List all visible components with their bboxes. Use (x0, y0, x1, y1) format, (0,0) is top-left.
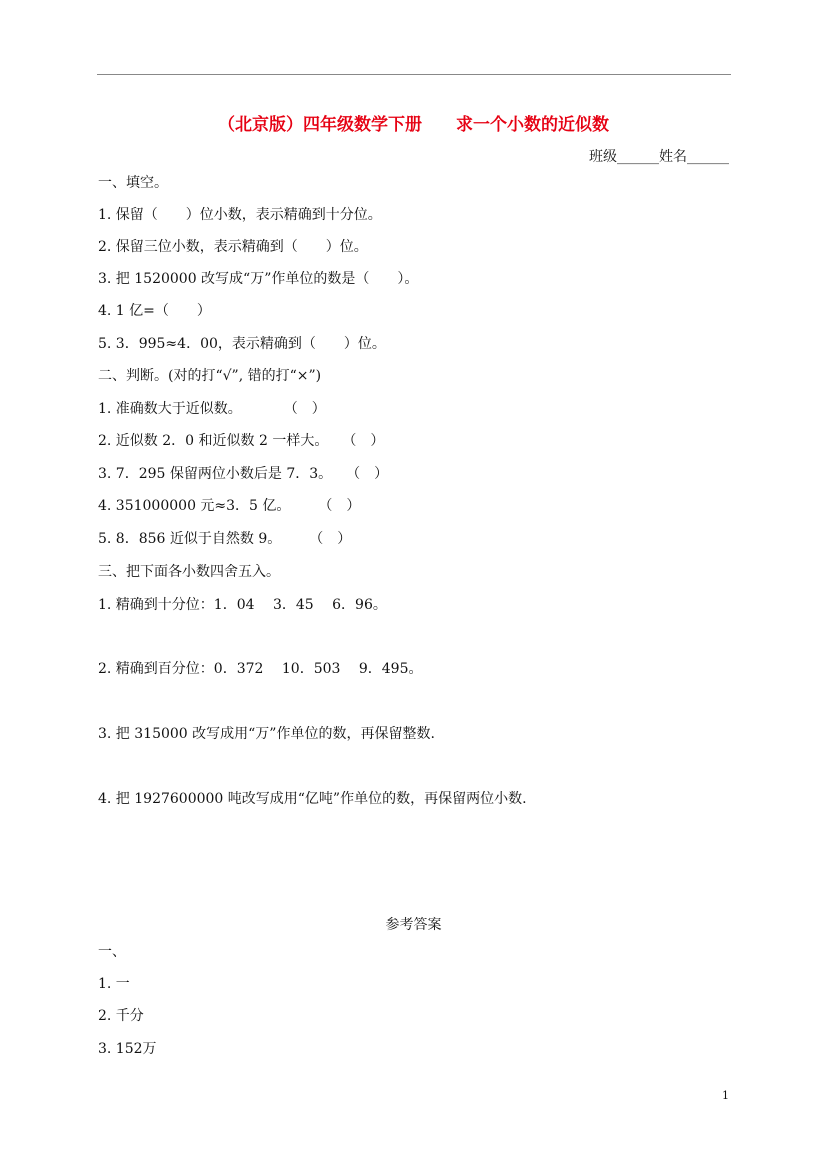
question-1-4: 4. 1 亿=（ ） (98, 303, 211, 319)
question-3-2: 2. 精确到百分位：0．372 10．503 9．495。 (98, 661, 423, 677)
section-1-heading: 一、填空。 (98, 175, 168, 191)
question-3-4: 4. 把 1927600000 吨改写成用“亿吨”作单位的数，再保留两位小数. (98, 791, 527, 807)
question-2-2: 2. 近似数 2．0 和近似数 2 一样大。 （ ） (98, 433, 385, 449)
answer-2: 2. 千分 (98, 1008, 144, 1024)
question-1-2: 2. 保留三位小数，表示精确到（ ）位。 (98, 239, 368, 255)
answer-1: 1. 一 (98, 976, 130, 992)
question-1-1: 1. 保留（ ）位小数，表示精确到十分位。 (98, 207, 382, 223)
answer-3: 3. 152万 (98, 1041, 157, 1057)
answers-section-label: 一、 (98, 944, 126, 960)
page-number: 1 (722, 1089, 729, 1102)
section-2-heading: 二、判断。(对的打“√”, 错的打“×”) (98, 368, 322, 384)
class-name-line: 班级______姓名______ (589, 149, 729, 165)
question-2-5: 5. 8．856 近似于自然数 9。 （ ） (98, 531, 352, 547)
section-3-heading: 三、把下面各小数四舍五入。 (98, 564, 280, 580)
question-3-3: 3. 把 315000 改写成用“万”作单位的数，再保留整数. (98, 726, 435, 742)
question-2-1: 1. 准确数大于近似数。 （ ） (98, 401, 326, 417)
document-title: （北京版）四年级数学下册 求一个小数的近似数 (218, 115, 609, 135)
question-1-3: 3. 把 1520000 改写成“万”作单位的数是（ ）。 (98, 271, 419, 287)
answers-heading: 参考答案 (385, 917, 442, 933)
question-3-1: 1. 精确到十分位：1．04 3．45 6．96。 (98, 597, 387, 613)
question-2-3: 3. 7．295 保留两位小数后是 7．3。 （ ） (98, 466, 389, 482)
question-1-5: 5. 3．995≈4．00，表示精确到（ ）位。 (98, 336, 386, 352)
header-rule (97, 74, 731, 75)
question-2-4: 4. 351000000 元≈3．5 亿。 （ ） (98, 498, 361, 514)
